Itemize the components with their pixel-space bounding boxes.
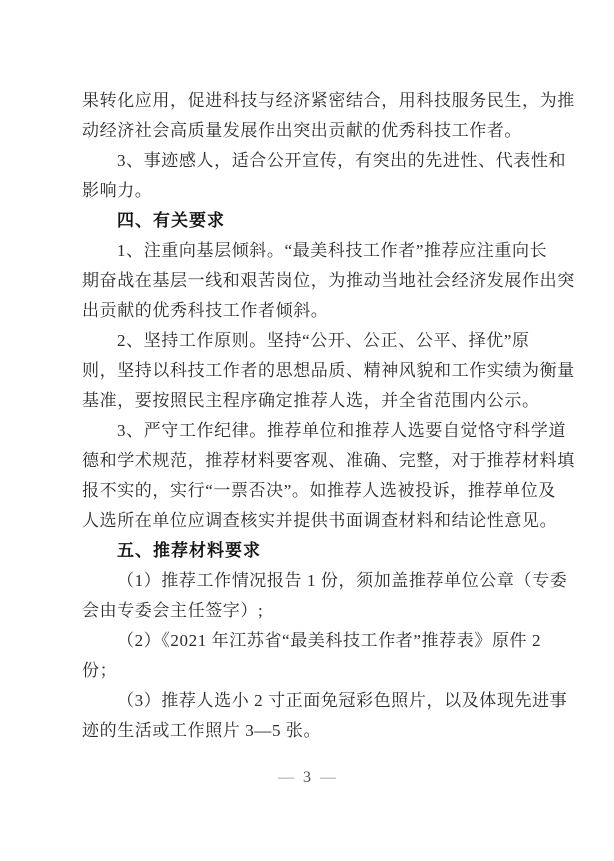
text-line: 出贡献的优秀科技工作者倾斜。 [82,301,329,320]
text-line: 报不实的，实行“一票否决”。如推荐人选被投诉，推荐单位及 [82,481,556,500]
footer-left-dash: — [278,769,294,786]
text-line: 会由专委会主任签字）; [82,601,264,620]
text-line: 则，坚持以科技工作者的思想品质、精神风貌和工作实绩为衡量 [82,361,575,380]
text-line: 份； [82,661,118,680]
text-line: （2）《2021 年江苏省“最美科技工作者”推荐表》原件 2 [117,631,542,650]
text-line: 基准，要按照民主程序确定推荐人选，并全省范围内公示。 [82,391,540,410]
text-line: 影响力。 [82,181,153,200]
page-number-footer [0,766,614,790]
text-line: （3）推荐人选小 2 寸正面免冠彩色照片，以及体现先进事 [117,691,568,710]
page-number: 3 [303,769,311,786]
text-line: 期奋战在基层一线和艰苦岗位，为推动当地社会经济发展作出突 [82,271,575,290]
text-line: 果转化应用，促进科技与经济紧密结合，用科技服务民生，为推 [82,91,575,110]
text-line: 3、事迹感人，适合公开宣传，有突出的先进性、代表性和 [117,151,567,170]
text-line: 人选所在单位应调查核实并提供书面调查材料和结论性意见。 [82,511,558,530]
text-line: 2、坚持工作原则。坚持“公开、公正、公平、择优”原 [117,331,530,350]
text-line: 动经济社会高质量发展作出突出贡献的优秀科技工作者。 [82,121,522,140]
section-heading-5: 五、推荐材料要求 [117,541,261,560]
text-line: （1）推荐工作情况报告 1 份，须加盖推荐单位公章（专委 [117,571,568,590]
document-text-block [82,86,575,746]
text-line: 德和学术规范，推荐材料要客观、准确、完整，对于推荐材料填 [82,451,575,470]
text-line: 3、严守工作纪律。推荐单位和推荐人选要自觉恪守科学道 [117,421,567,440]
section-heading-4: 四、有关要求 [117,211,225,230]
text-line: 1、注重向基层倾斜。“最美科技工作者”推荐应注重向长 [117,241,548,260]
text-line: 迹的生活或工作照片 3—5 张。 [82,721,322,740]
footer-right-dash: — [320,769,336,786]
